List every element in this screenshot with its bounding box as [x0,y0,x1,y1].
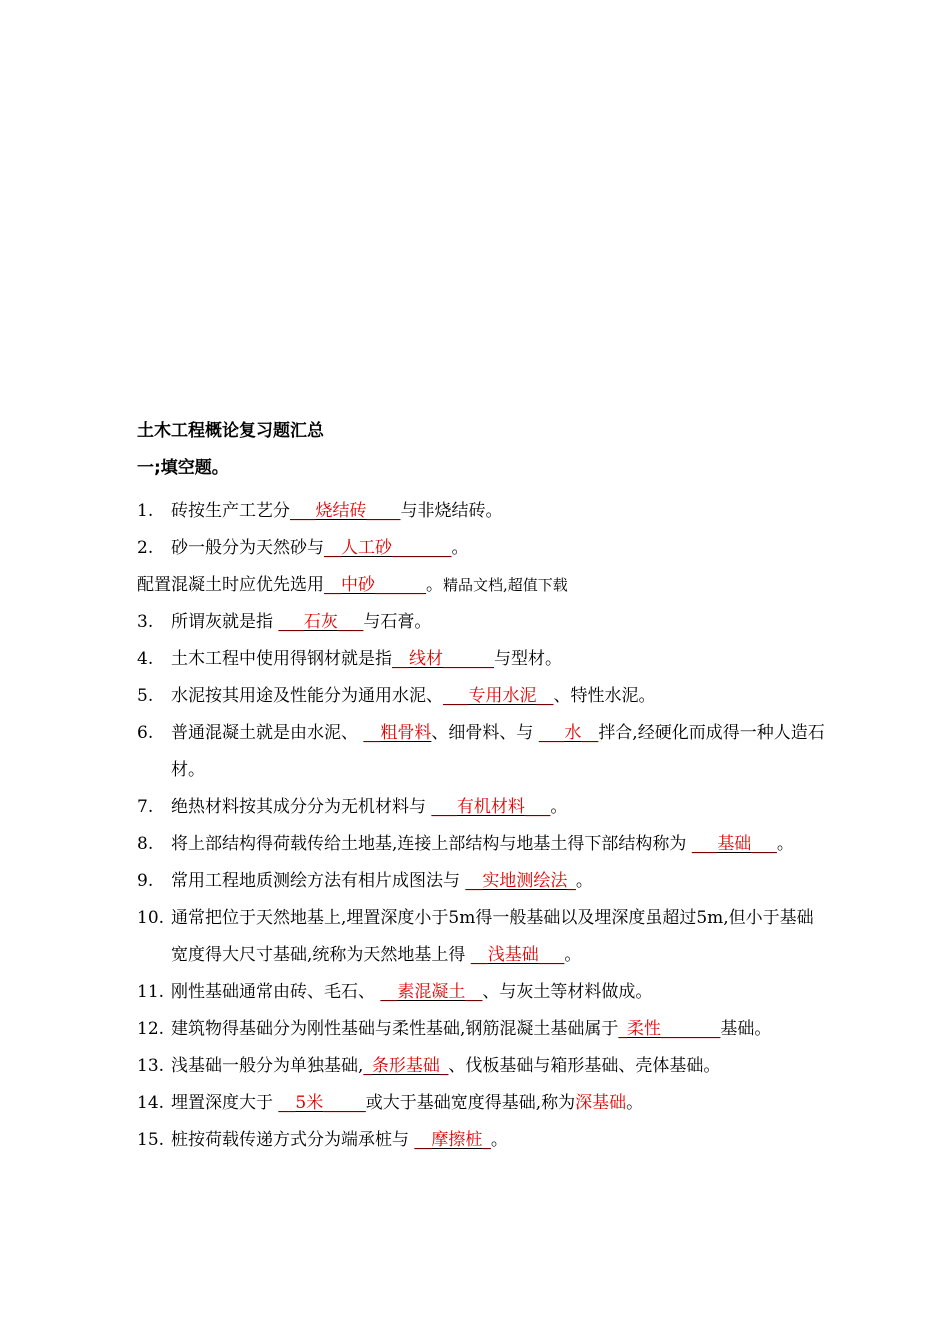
question-11: 11. 刚性基础通常由砖、毛石、 __素混凝土__、与灰土等材料做成。 [137,974,827,1011]
section-heading: 一;填空题。 [137,458,229,478]
answer-blank: ___水__ [538,723,599,743]
question-number: 5. [137,686,154,706]
answer-blank: ___石灰___ [278,612,364,632]
question-number: 1. [137,501,154,521]
question-3: 3. 所谓灰就是指 ___石灰___与石膏。 [137,604,827,641]
answer-text: 深基础 [575,1093,627,1113]
answer-blank: __中砂______ [324,575,426,595]
answer-blank: _条形基础_ [363,1056,449,1076]
question-4: 4. 土木工程中使用得钢材就是指__线材______与型材。 [137,641,827,678]
question-5: 5. 水泥按其用途及性能分为通用水泥、___专用水泥__、特性水泥。 [137,678,827,715]
question-9: 9. 常用工程地质测绘方法有相片成图法与 __实地测绘法_。 [137,863,827,900]
question-number: 12. [137,1019,165,1039]
answer-blank: ___有机材料___ [431,797,551,817]
document-title: 土木工程概论复习题汇总 [137,421,324,441]
question-number: 3. [137,612,154,632]
answer-blank: ___基础___ [691,834,777,854]
answer-blank: ___烧结砖____ [290,501,401,521]
question-number: 10. [137,908,165,928]
question-number: 11. [137,982,165,1002]
question-number: 7. [137,797,154,817]
watermark-note: 精品文档,超值下载 [443,576,568,594]
question-number: 15. [137,1130,165,1150]
question-number: 6. [137,723,154,743]
question-12: 12. 建筑物得基础分为刚性基础与柔性基础,钢筋混凝土基础属于_柔性_______基础。 [137,1011,827,1048]
question-number: 2. [137,538,154,558]
answer-blank: __摩擦桩_ [414,1130,491,1150]
answer-blank: __粗骨料 [363,723,432,743]
answer-blank: _柔性_______ [618,1019,721,1039]
answer-blank: __浅基础___ [470,945,565,965]
question-7: 7. 绝热材料按其成分分为无机材料与 ___有机材料___。 [137,789,827,826]
answer-blank: __线材______ [392,649,494,669]
question-number: 9. [137,871,154,891]
question-6: 6. 普通混凝土就是由水泥、 __粗骨料、细骨料、与 ___水__拌合,经硬化而成得一种人造石材。 [137,715,827,789]
extra-question: 配置混凝土时应优先选用__中砂______。精品文档,超值下载 [137,575,568,595]
question-8: 8. 将上部结构得荷载传给土地基,连接上部结构与地基土得下部结构称为 ___基础___。 [137,826,827,863]
answer-blank: __5米_____ [278,1093,366,1113]
question-13: 13. 浅基础一般分为单独基础,_条形基础_、伐板基础与箱形基础、壳体基础。 [137,1048,827,1085]
question-10: 10. 通常把位于天然地基上,埋置深度小于5m得一般基础以及埋深度虽超过5m,但小于基础宽度得大尺寸基础,统称为天然地基上得 __浅基础___。 [137,900,827,974]
question-14: 14. 埋置深度大于 __5米_____或大于基础宽度得基础,称为深基础。 [137,1085,827,1122]
question-1: 1. 砖按生产工艺分___烧结砖____与非烧结砖。 [137,493,827,530]
answer-blank: __实地测绘法_ [465,871,576,891]
answer-blank: __素混凝土__ [380,982,483,1002]
answer-blank: ___专用水泥__ [443,686,554,706]
question-number: 13. [137,1056,165,1076]
answer-blank: __人工砂_______ [324,538,452,558]
question-number: 8. [137,834,154,854]
question-2: 2. 砂一般分为天然砂与__人工砂_______。 [137,530,827,567]
question-15: 15. 桩按荷载传递方式分为端承桩与 __摩擦桩_。 [137,1122,827,1159]
question-number: 14. [137,1093,165,1113]
document-content [137,418,827,1159]
question-number: 4. [137,649,154,669]
